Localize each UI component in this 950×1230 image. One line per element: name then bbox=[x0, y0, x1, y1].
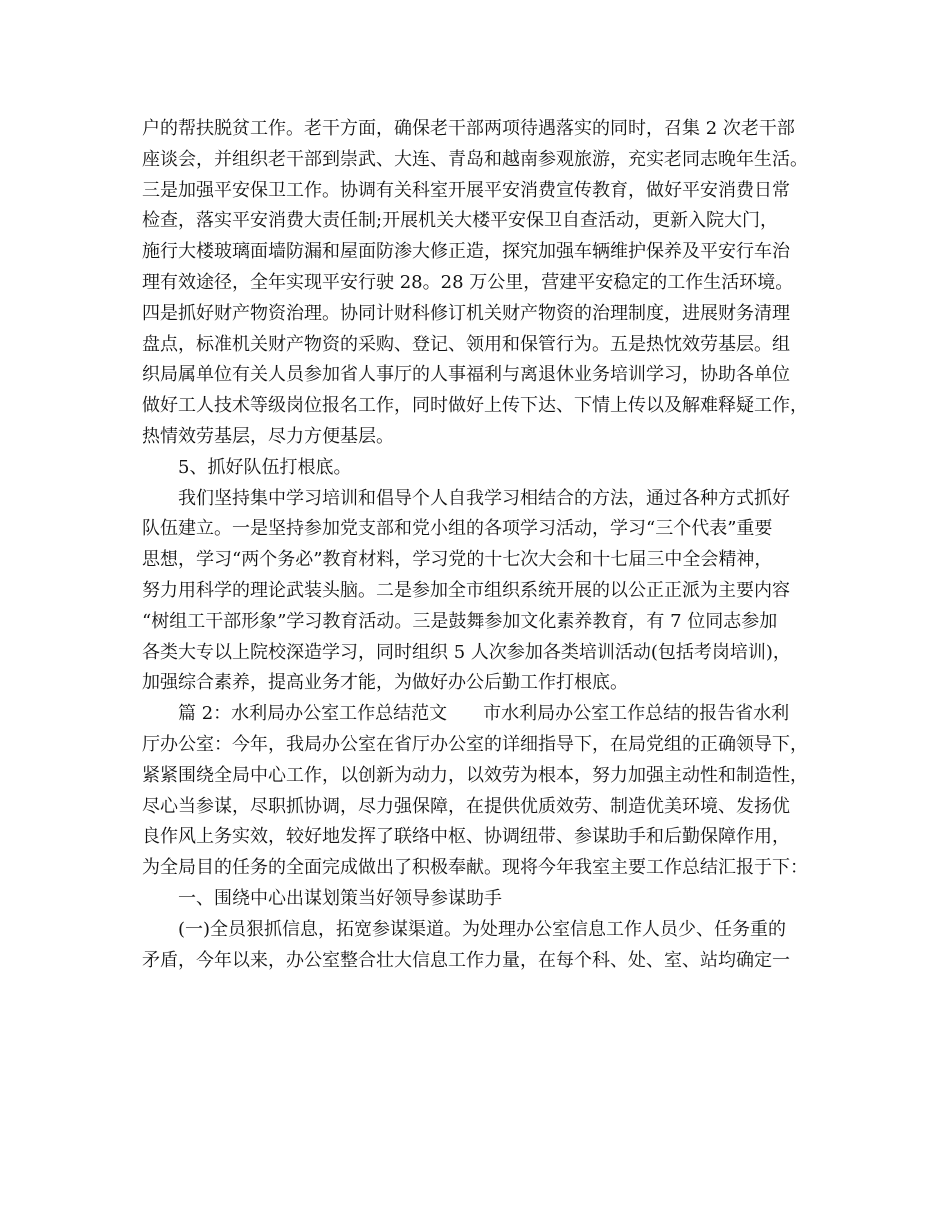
article-title-line: 篇 2：水利局办公室工作总结范文 市水利局办公室工作总结的报告省水利 bbox=[142, 703, 790, 725]
text-line: 织局属单位有关人员参加省人事厅的人事福利与离退休业务培训学习，协助各单位 bbox=[142, 364, 790, 386]
text-line: 理有效途径，全年实现平安行驶 28。28 万公里，营建平安稳定的工作生活环境。 bbox=[142, 271, 794, 293]
text-line: 队伍建立。一是坚持参加党支部和党小组的各项学习活动，学习“三个代表”重要 bbox=[142, 518, 773, 540]
text-line: 四是抓好财产物资治理。协同计财科修订机关财产物资的治理制度，进展财务清理 bbox=[142, 302, 790, 324]
text-line: 为全局目的任务的全面完成做出了积极奉献。现将今年我室主要工作总结汇报于下： bbox=[142, 857, 808, 879]
text-line: 各类大专以上院校深造学习，同时组织 5 人次参加各类培训活动(包括考岗培训)， bbox=[142, 641, 791, 663]
text-line: 座谈会，并组织老干部到崇武、大连、青岛和越南参观旅游，充实老同志晚年生活。 bbox=[142, 148, 808, 170]
text-line: 户的帮扶脱贫工作。老干方面，确保老干部两项待遇落实的同时，召集 2 次老干部 bbox=[142, 118, 795, 139]
text-line: 做好工人技术等级岗位报名工作，同时做好上传下达、下情上传以及解难释疑工作， bbox=[142, 395, 808, 417]
text-line: 我们坚持集中学习培训和倡导个人自我学习相结合的方法，通过各种方式抓好 bbox=[142, 487, 790, 509]
document-body bbox=[142, 114, 822, 976]
text-line: “树组工干部形象”学习教育活动。三是鼓舞参加文化素养教育，有 7 位同志参加 bbox=[142, 610, 778, 632]
text-line: 检查，落实平安消费大责任制;开展机关大楼平安保卫自查活动，更新入院大门， bbox=[142, 210, 779, 232]
text-line: (一)全员狠抓信息，拓宽参谋渠道。为处理办公室信息工作人员少、任务重的 bbox=[142, 918, 787, 940]
text-line: 矛盾，今年以来，办公室整合壮大信息工作力量，在每个科、处、室、站均确定一 bbox=[142, 949, 790, 971]
text-line: 热情效劳基层，尽力方便基层。 bbox=[142, 425, 394, 447]
text-line: 努力用科学的理论武装头脑。二是参加全市组织系统开展的以公正正派为主要内容 bbox=[142, 579, 790, 601]
section-heading: 一、围绕中心出谋划策当好领导参谋助手 bbox=[142, 887, 502, 909]
text-line: 施行大楼玻璃面墙防漏和屋面防渗大修正造，探究加强车辆维护保养及平安行车治 bbox=[142, 241, 790, 263]
text-line: 尽心当参谋，尽职抓协调，尽力强保障，在提供优质效劳、制造优美环境、发扬优 bbox=[142, 795, 790, 817]
text-line: 三是加强平安保卫工作。协调有关科室开展平安消费宣传教育，做好平安消费日常 bbox=[142, 179, 790, 201]
text-line: 加强综合素养，提高业务才能，为做好办公后勤工作打根底。 bbox=[142, 672, 628, 694]
text-line: 良作风上务实效，较好地发挥了联络中枢、协调纽带、参谋助手和后勤保障作用， bbox=[142, 826, 790, 848]
section-heading: 5、抓好队伍打根底。 bbox=[142, 456, 352, 478]
text-line: 思想，学习“两个务必”教育材料，学习党的十七次大会和十七届三中全会精神， bbox=[142, 549, 773, 571]
text-line: 紧紧围绕全局中心工作，以创新为动力，以效劳为根本，努力加强主动性和制造性， bbox=[142, 764, 808, 786]
text-line: 盘点，标准机关财产物资的采购、登记、领用和保管行为。五是热忱效劳基层。组 bbox=[142, 333, 790, 355]
text-line: 厅办公室：今年，我局办公室在省厅办公室的详细指导下，在局党组的正确领导下， bbox=[142, 733, 808, 755]
